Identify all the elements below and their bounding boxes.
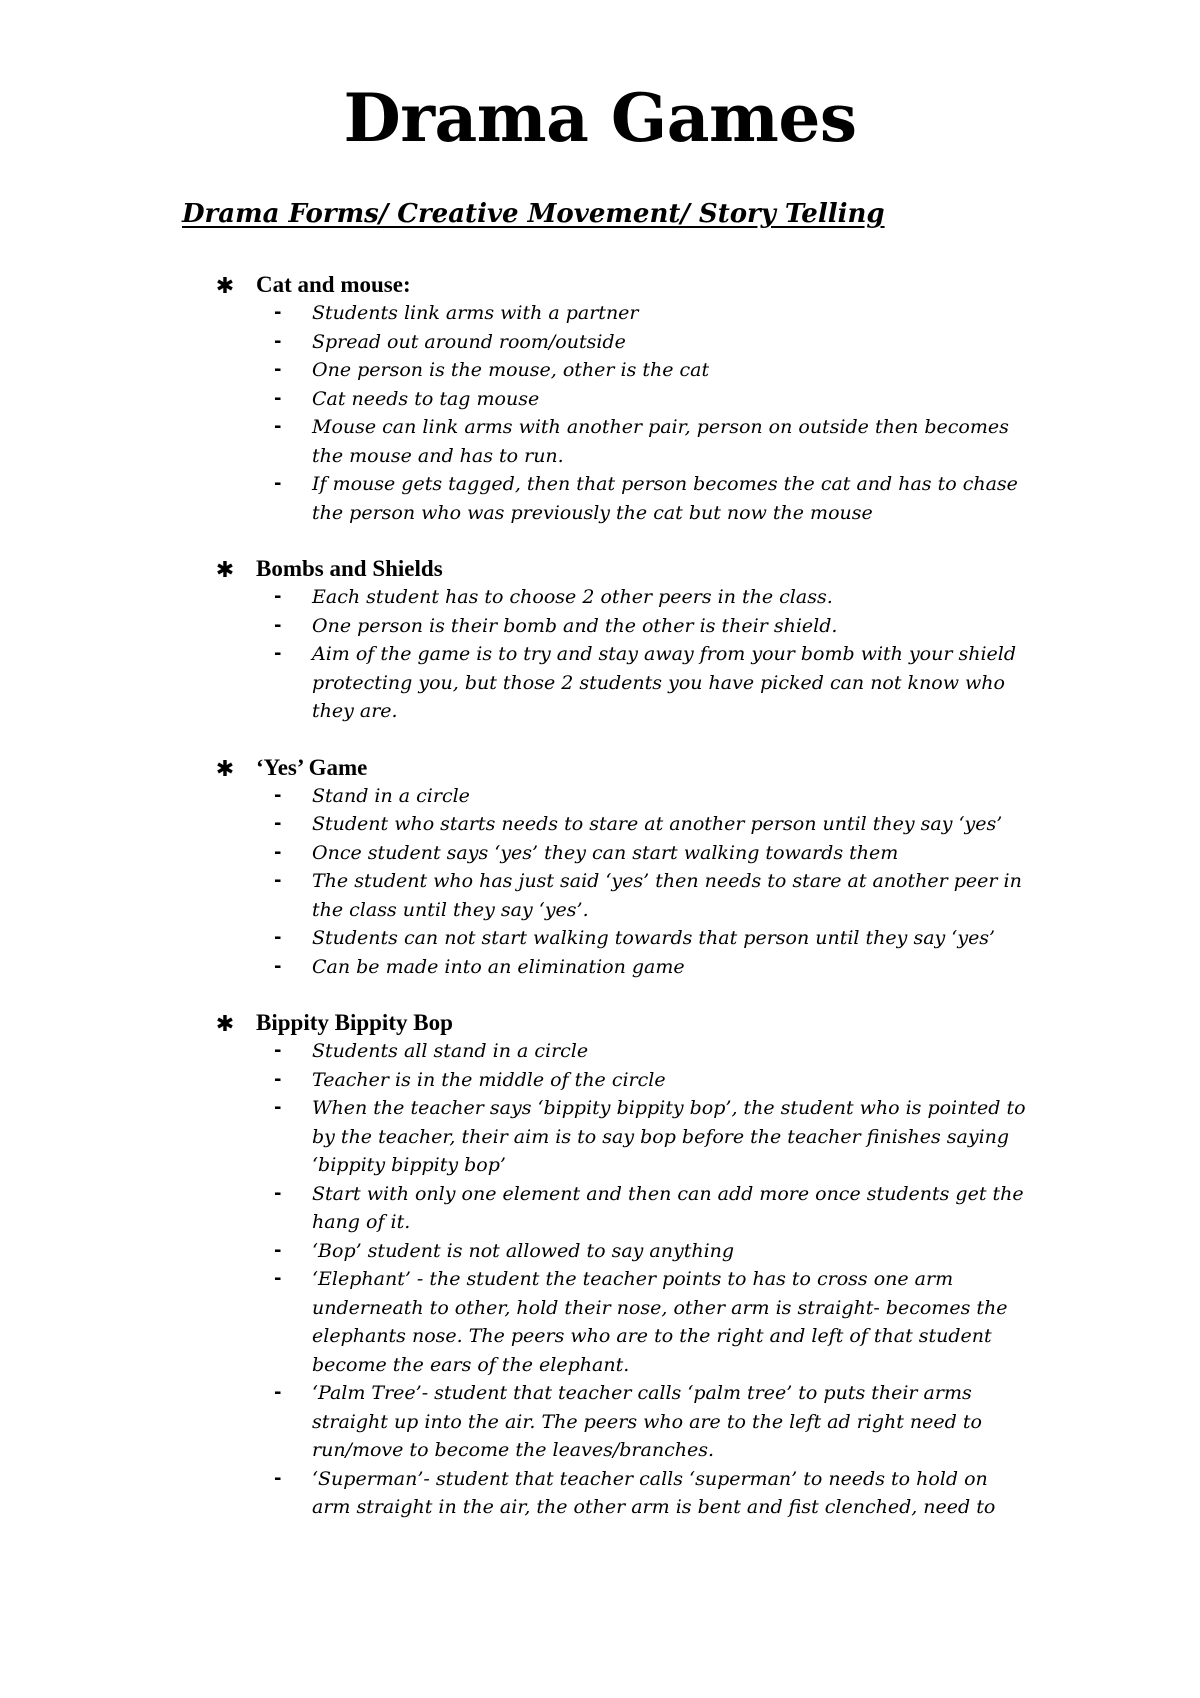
list-item xyxy=(0,1237,1032,1266)
list-item xyxy=(0,1066,1032,1095)
dash-bullet-icon: - xyxy=(274,1068,282,1090)
document-title: Drama Games xyxy=(343,79,857,157)
dash-bullet-icon: - xyxy=(274,614,282,636)
section-heading xyxy=(0,271,1200,299)
list-item xyxy=(0,299,1032,328)
list-item-text: Start with only one element and then can add more once students get the hang of it. xyxy=(312,1182,1024,1233)
section-heading-text: Cat and mouse: xyxy=(256,272,411,297)
section-yes-game xyxy=(0,754,1200,982)
list-item-text: If mouse gets tagged, then that person becomes the cat and has to chase the person who was previously the cat but now the mouse xyxy=(312,473,1018,524)
list-item xyxy=(0,640,1032,726)
list-item xyxy=(0,867,1032,924)
list-item xyxy=(0,1180,1032,1237)
section-heading-text: Bombs and Shields xyxy=(256,556,443,581)
list-item xyxy=(0,385,1032,414)
list-item xyxy=(0,839,1032,868)
dash-bullet-icon: - xyxy=(274,841,282,863)
list-item xyxy=(0,470,1032,527)
asterisk-bullet-icon: ✱ xyxy=(215,756,235,782)
list-item xyxy=(0,1265,1032,1379)
list-item xyxy=(0,1094,1032,1180)
section-cat-and-mouse xyxy=(0,271,1200,527)
list-item xyxy=(0,810,1032,839)
section-items xyxy=(0,782,1200,982)
list-item-text: One person is the mouse, other is the cat xyxy=(312,359,710,381)
dash-bullet-icon: - xyxy=(274,784,282,806)
dash-bullet-icon: - xyxy=(274,1382,282,1403)
list-item xyxy=(0,1037,1032,1066)
asterisk-bullet-icon: ✱ xyxy=(215,274,235,299)
dash-bullet-icon: - xyxy=(274,1467,282,1489)
list-item-text: Once student says ‘yes’ they can start walking towards them xyxy=(312,841,899,864)
dash-bullet-icon: - xyxy=(274,473,282,494)
list-item-text: Can be made into an elimination game xyxy=(312,955,685,978)
dash-bullet-icon: - xyxy=(274,1040,282,1061)
section-bombs-and-shields xyxy=(0,555,1200,726)
list-item-text: ‘Palm Tree’- student that teacher calls ‘palm tree’ to puts their arms straight up into the air. The peers who are to the left ad right need to run/move to become the leaves/branches. xyxy=(312,1382,982,1461)
list-item-text: When the teacher says ‘bippity bippity bop’, the student who is pointed to by the teacher, their aim is to say bop before the teacher finishes saying ‘bippity bippity bop’ xyxy=(312,1097,1026,1176)
list-item xyxy=(0,953,1032,982)
list-item xyxy=(0,413,1032,470)
section-items xyxy=(0,1037,1200,1522)
list-item-text: Teacher is in the middle of the circle xyxy=(312,1068,666,1091)
dash-bullet-icon: - xyxy=(274,387,282,409)
section-items xyxy=(0,583,1200,726)
list-item-text: Student who starts needs to stare at another person until they say ‘yes’ xyxy=(312,813,1003,835)
list-item-text: Cat needs to tag mouse xyxy=(312,387,540,410)
list-item-text: ‘Elephant’ - the student the teacher points to has to cross one arm underneath to other, hold their nose, other arm is straight- becomes the elephants nose. The peers who are to the right and left of that student become the ears of the elephant. xyxy=(312,1268,1008,1376)
list-item-text: Each student has to choose 2 other peers in the class. xyxy=(312,586,833,608)
list-item-text: Mouse can link arms with another pair, person on outside then becomes the mouse and has to run. xyxy=(312,416,1009,467)
dash-bullet-icon: - xyxy=(274,330,282,352)
list-item-text: ‘Bop’ student is not allowed to say anything xyxy=(312,1239,735,1262)
asterisk-bullet-icon: ✱ xyxy=(215,1012,235,1037)
section-heading-text: Bippity Bippity Bop xyxy=(256,1010,453,1035)
list-item-text: The student who has just said ‘yes’ then needs to stare at another peer in the class until they say ‘yes’. xyxy=(312,870,1022,921)
dash-bullet-icon: - xyxy=(274,1268,282,1289)
dash-bullet-icon: - xyxy=(274,1097,282,1118)
list-item xyxy=(0,612,1032,641)
dash-bullet-icon: - xyxy=(274,359,282,380)
dash-bullet-icon: - xyxy=(274,955,282,977)
list-item-text: Spread out around room/outside xyxy=(312,330,626,353)
list-item-text: Stand in a circle xyxy=(312,784,470,807)
dash-bullet-icon: - xyxy=(274,586,282,607)
list-item xyxy=(0,924,1032,953)
list-item-text: Students can not start walking towards that person until they say ‘yes’ xyxy=(312,927,996,949)
dash-bullet-icon: - xyxy=(274,416,282,437)
list-item-text: ‘Superman’- student that teacher calls ‘superman’ to needs to hold on arm straight in the air, the other arm is bent and fist clenched, need to xyxy=(312,1467,996,1518)
list-item-text: One person is their bomb and the other is their shield. xyxy=(312,614,838,637)
section-bippity-bippity-bop xyxy=(0,1009,1200,1522)
section-heading xyxy=(0,754,1200,782)
list-item-text: Students all stand in a circle xyxy=(312,1040,589,1062)
dash-bullet-icon: - xyxy=(274,1239,282,1261)
list-item-text: Aim of the game is to try and stay away from your bomb with your shield protecting you, but those 2 students you have picked can not know who they are. xyxy=(312,643,1017,722)
list-item xyxy=(0,583,1032,612)
dash-bullet-icon: - xyxy=(274,302,282,323)
dash-bullet-icon: - xyxy=(274,813,282,834)
dash-bullet-icon: - xyxy=(274,870,282,891)
list-item xyxy=(0,1465,1032,1522)
list-item xyxy=(0,782,1032,811)
document-subtitle: Drama Forms/ Creative Movement/ Story Telling xyxy=(182,199,885,229)
game-sections xyxy=(0,271,1200,1550)
dash-bullet-icon: - xyxy=(274,643,282,664)
section-heading xyxy=(0,1009,1200,1037)
dash-bullet-icon: - xyxy=(274,927,282,948)
section-heading xyxy=(0,555,1200,583)
list-item xyxy=(0,328,1032,357)
list-item-text: Students link arms with a partner xyxy=(312,302,639,324)
section-heading-text: ‘Yes’ Game xyxy=(256,754,368,780)
list-item xyxy=(0,1379,1032,1465)
dash-bullet-icon: - xyxy=(274,1182,282,1204)
list-item xyxy=(0,356,1032,385)
section-items xyxy=(0,299,1200,527)
asterisk-bullet-icon: ✱ xyxy=(215,558,235,583)
